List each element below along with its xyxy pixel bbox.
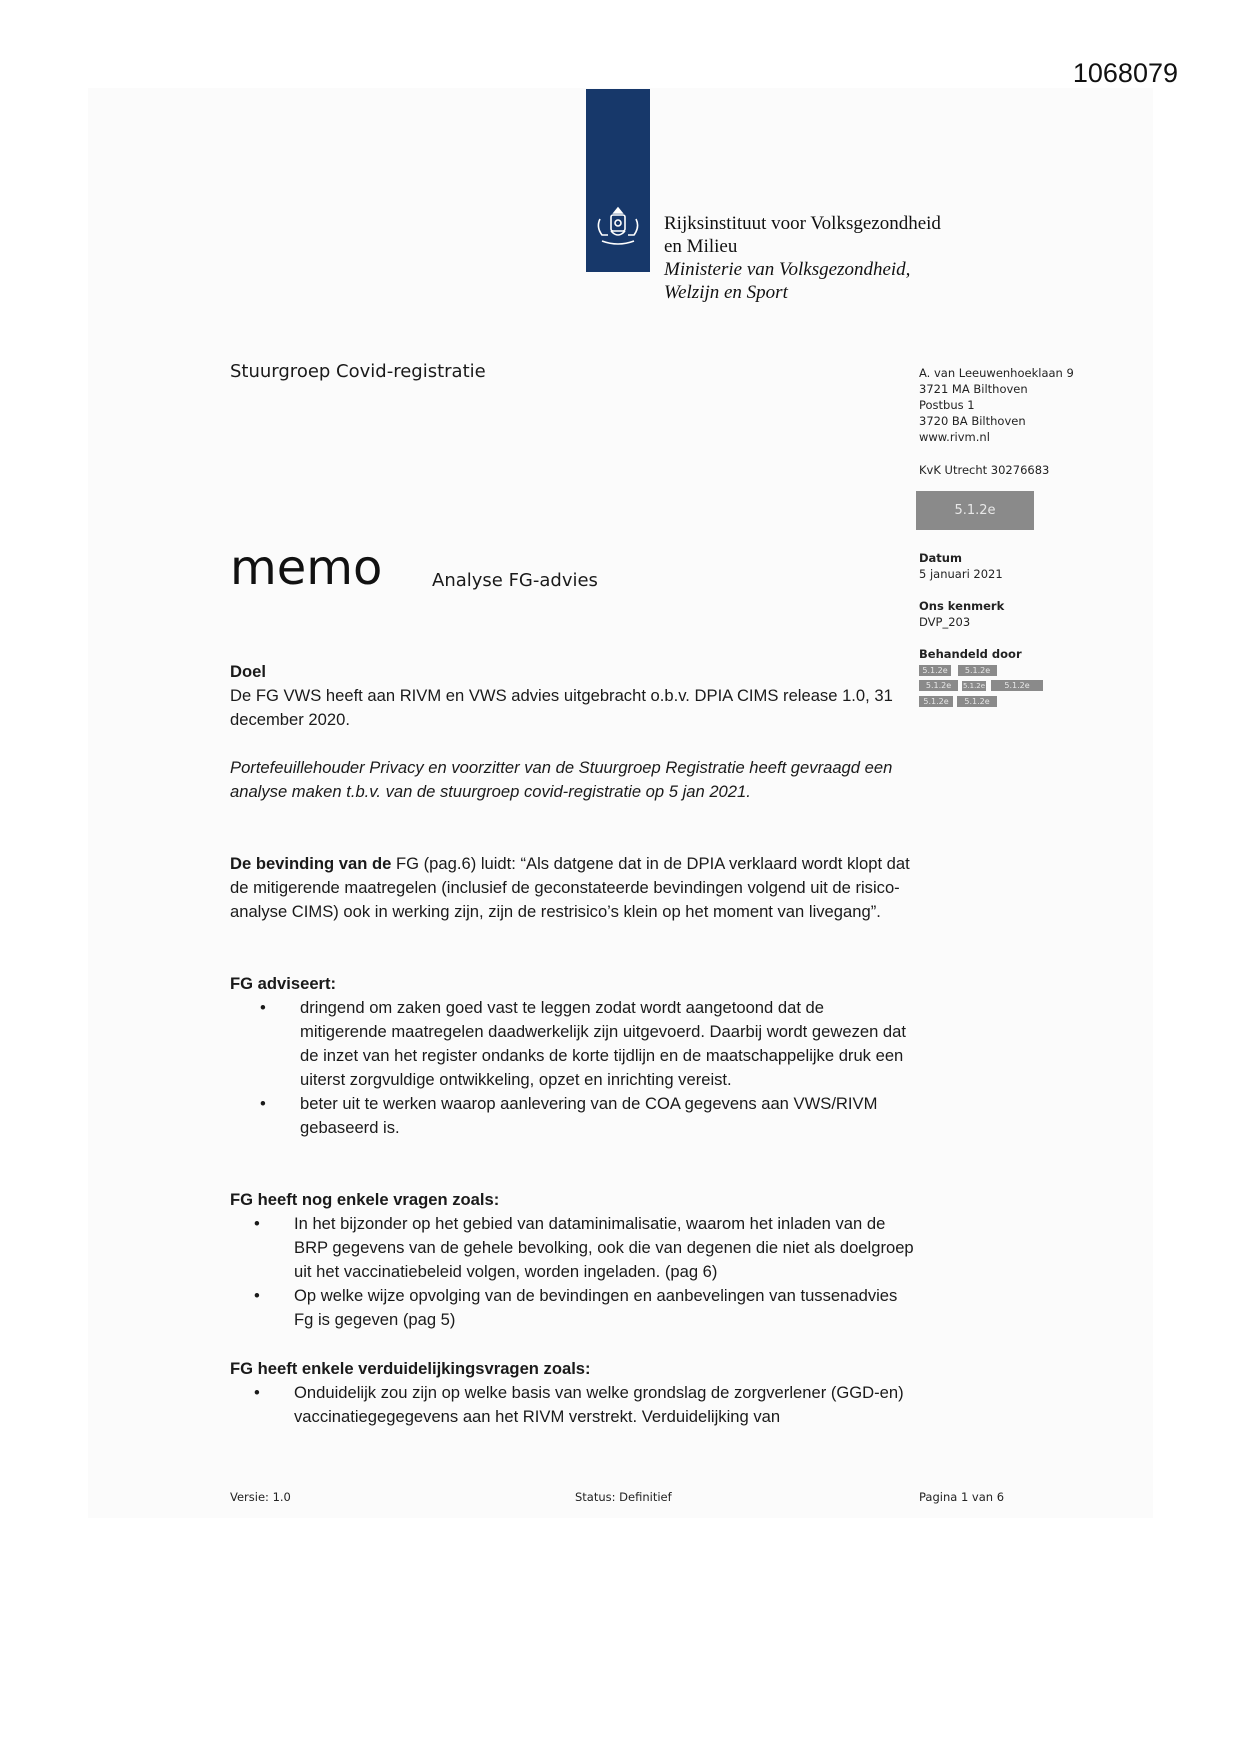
list-item: • Onduidelijk zou zijn op welke basis van welke grondslag de zorgverlener (GGD-en) vaccinatiegegegevens aan het RIVM verstrekt. Verduidelijking van bbox=[254, 1383, 904, 1426]
address-line: Postbus 1 bbox=[919, 398, 975, 412]
redaction-box: 5.1.2e bbox=[957, 696, 997, 707]
address-line: www.rivm.nl bbox=[919, 430, 990, 444]
org-line-4: Welzijn en Sport bbox=[664, 282, 788, 303]
meta-behandeld bbox=[919, 646, 1022, 662]
bullet-icon: • bbox=[260, 1094, 266, 1113]
address-block bbox=[919, 365, 1074, 445]
list-item: • dringend om zaken goed vast te leggen zodat wordt aangetoond dat de mitigerende maatregelen daadwerkelijk zijn uitgevoerd. Daarbij wordt gewezen dat de inzet van het register ondanks de korte tijdlijn en de maatschappelijke druk een uiterst zorgvuldige ontwikkeling, opzet en inrichting vereist. bbox=[260, 998, 907, 1089]
redaction-box: 5.1.2e bbox=[958, 665, 997, 676]
address-line: A. van Leeuwenhoeklaan 9 bbox=[919, 366, 1074, 380]
bevinding-text: FG (pag.6) luidt: “Als datgene dat in de DPIA verklaard wordt klopt dat de mitigerende maatregelen (inclusief de geconstateerde bevindingen volgend uit de risico-analyse CIMS) ook in werking zijn, zijn de restrisico’s klein op het moment van livegang”. bbox=[230, 854, 910, 921]
adviseert-heading: FG adviseert: bbox=[230, 974, 337, 993]
meta-kenmerk bbox=[919, 598, 1004, 630]
datum-value: 5 januari 2021 bbox=[919, 567, 1003, 581]
kvk-number: KvK Utrecht 30276683 bbox=[919, 463, 1050, 477]
bullet-icon: • bbox=[260, 998, 266, 1017]
datum-label: Datum bbox=[919, 551, 962, 565]
org-line-3: Ministerie van Volksgezondheid, bbox=[664, 259, 911, 280]
kenmerk-label: Ons kenmerk bbox=[919, 599, 1005, 613]
footer-status: Status: Definitief bbox=[575, 1490, 672, 1504]
redaction-box: 5.1.2e bbox=[919, 680, 958, 691]
list-item: • beter uit te werken waarop aanlevering van de COA gegevens aan VWS/RIVM gebaseerd is. bbox=[260, 1094, 878, 1137]
redaction-box: 5.1.2e bbox=[919, 696, 953, 707]
doel-heading: Doel bbox=[230, 662, 266, 681]
behandeld-label: Behandeld door bbox=[919, 647, 1022, 661]
coat-of-arms-icon bbox=[592, 205, 644, 249]
verduidelijking-list bbox=[230, 1381, 920, 1429]
vragen-heading: FG heeft nog enkele vragen zoals: bbox=[230, 1190, 500, 1209]
redaction-box: 5.1.2e bbox=[916, 491, 1034, 530]
italic-text: Portefeuillehouder Privacy en voorzitter van de Stuurgroep Registratie heeft gevraagd een analyse maken t.b.v. van de stuurgroep covid-registratie op 5 jan 2021. bbox=[230, 758, 893, 801]
list-item: • Op welke wijze opvolging van de bevindingen en aanbevelingen van tussenadvies Fg is gegeven (pag 5) bbox=[254, 1286, 898, 1329]
adviseert-list bbox=[230, 996, 910, 1140]
redaction-box: 5.1.2e bbox=[919, 665, 951, 676]
verduidelijking-heading: FG heeft enkele verduidelijkingsvragen zoals: bbox=[230, 1359, 591, 1378]
vragen-list bbox=[230, 1212, 920, 1332]
document-number: 1068079 bbox=[1072, 58, 1178, 88]
address-line: 3721 MA Bilthoven bbox=[919, 382, 1028, 396]
doel-text: De FG VWS heeft aan RIVM en VWS advies uitgebracht o.b.v. DPIA CIMS release 1.0, 31 december 2020. bbox=[230, 686, 893, 729]
bullet-icon: • bbox=[254, 1214, 260, 1233]
kenmerk-value: DVP_203 bbox=[919, 615, 971, 629]
bevinding-bold: De bevinding van de bbox=[230, 854, 392, 873]
meta-datum bbox=[919, 550, 1003, 582]
memo-subject: Analyse FG-advies bbox=[432, 570, 598, 591]
footer-page: Pagina 1 van 6 bbox=[919, 1490, 1005, 1504]
vragen-section bbox=[230, 1188, 920, 1332]
recipient: Stuurgroep Covid-registratie bbox=[230, 361, 486, 382]
memo-title: memo bbox=[230, 540, 383, 596]
redaction-box: 5.1.2e bbox=[991, 680, 1043, 691]
footer-version: Versie: 1.0 bbox=[230, 1490, 291, 1504]
bevinding-section bbox=[230, 852, 910, 924]
redaction-box: 5.1.2e bbox=[962, 682, 986, 690]
verduidelijking-section bbox=[230, 1357, 920, 1429]
org-line-1: Rijksinstituut voor Volksgezondheid bbox=[664, 213, 941, 234]
address-line: 3720 BA Bilthoven bbox=[919, 414, 1026, 428]
adviseert-section bbox=[230, 972, 910, 1140]
organisation-name bbox=[664, 212, 941, 304]
bullet-icon: • bbox=[254, 1286, 260, 1305]
list-item: • In het bijzonder op het gebied van dataminimalisatie, waarom het inladen van de BRP gegevens van de gehele bevolking, ook die van degenen die niet als doelgroep uit het vaccinatiebeleid volgen, worden ingeladen. (pag 6) bbox=[254, 1214, 914, 1281]
bullet-icon: • bbox=[254, 1383, 260, 1402]
org-line-2: en Milieu bbox=[664, 236, 738, 257]
rijksoverheid-logo bbox=[586, 89, 650, 272]
doel-section bbox=[230, 660, 910, 732]
italic-paragraph bbox=[230, 756, 910, 804]
